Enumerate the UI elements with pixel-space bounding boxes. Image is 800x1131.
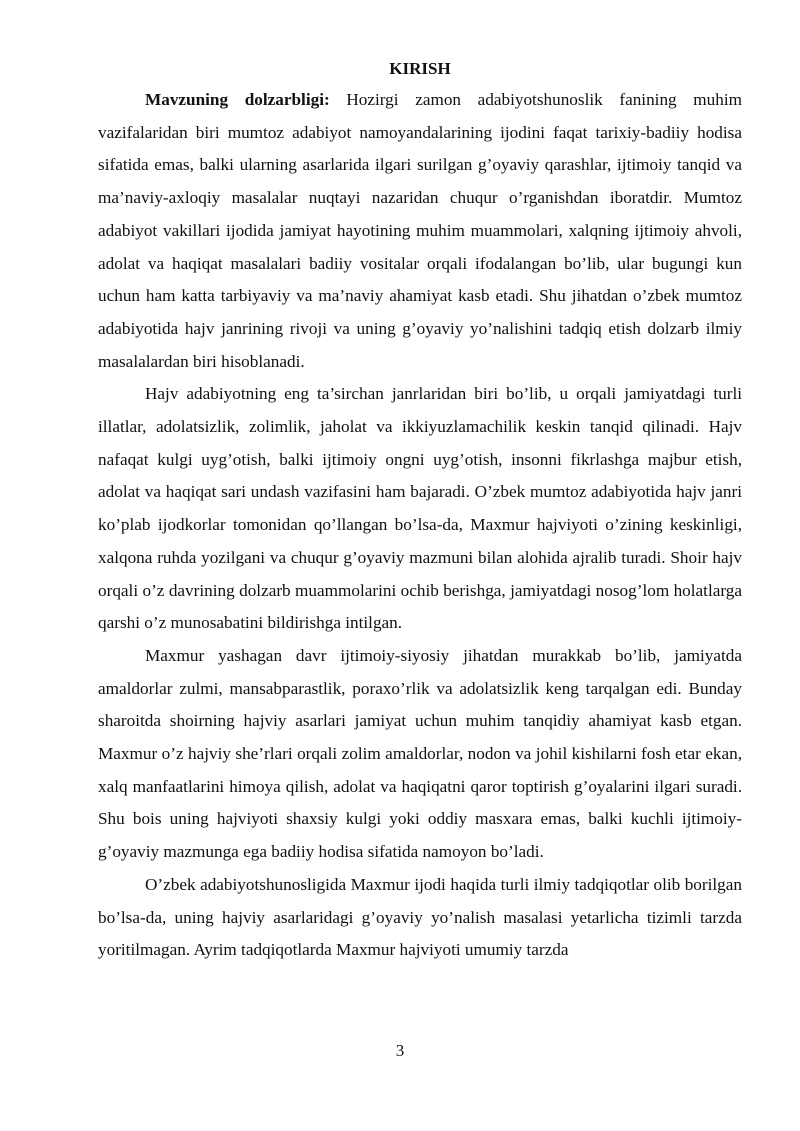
section-title: KIRISH — [389, 59, 451, 78]
document-body — [98, 58, 742, 967]
paragraph-text: Hozirgi zamon adabiyotshunoslik fanining muhim vazifalaridan biri mumtoz adabiyot namoyandalarining ijodini faqat tarixiy-badiiy hodisa sifatida emas, balki ularning asarlarida ilgari surilgan g’oyaviy qarashlar, ijtimoiy tanqid va ma’naviy-axloqiy masalalar nuqtayi nazaridan chuqur o’rganishdan iboratdir. Mumtoz adabiyot vakillari ijodida jamiyat hayotining muhim muammolari, xalqning ijtimoiy ahvoli, adolat va haqiqat masalalari badiiy vositalar orqali ifodalangan bo’lib, ular bugungi kun uchun ham katta tarbiyaviy va ma’naviy ahamiyat kasb etadi. Shu jihatdan o’zbek mumtoz adabiyotida hajv janrining rivoji va uning g’oyaviy yo’nalishini tadqiq etish dolzarb ilmiy masalalardan biri hisoblanadi. — [98, 90, 742, 371]
page-number: 3 — [395, 1041, 405, 1060]
paragraph-research-state — [98, 869, 742, 967]
paragraph-text: Maxmur yashagan davr ijtimoiy-siyosiy jihatdan murakkab bo’lib, jamiyatda amaldorlar zulmi, mansabparastlik, poraxo’rlik va adolatsizlik keng tarqalgan edi. Bunday sharoitda shoirning hajviy asarlari jamiyat uchun muhim tanqidiy ahamiyat kasb etgan. Maxmur o’z hajviy she’rlari orqali zolim amaldorlar, nodon va johil kishilarni fosh etar ekan, xalq manfaatlarini himoya qilish, adolat va haqiqatni qaror toptirish g’oyalarini ilgari suradi. Shu bois uning hajviyoti shaxsiy kulgi yoki oddiy masxara emas, balki kuchli ijtimoiy-g’oyaviy mazmunga ega badiiy hodisa sifatida namoyon bo’ladi. — [98, 645, 742, 862]
paragraph-text: Hajv adabiyotning eng ta’sirchan janrlaridan biri bo’lib, u orqali jamiyatdagi turli illatlar, adolatsizlik, zolimlik, jaholat va ikkiyuzlamachilik keskin tanqid qilinadi. Hajv nafaqat kulgi uyg’otish, balki ijtimoiy ongni uyg’otish, insonni fikrlashga majbur etish, adolat va haqiqat sari undash vazifasini ham bajaradi. O’zbek mumtoz adabiyotida hajv janri ko’plab ijodkorlar tomonidan qo’llangan bo’lsa-da, Maxmur hajviyoti o’zining keskinligi, xalqona ruhda yozilgani va chuqur g’oyaviy mazmuni bilan alohida ajralib turadi. Shoir hajv orqali o’z davrining dolzarb muammolarini ochib berishga, jamiyatdagi nosog’lom holatlarga qarshi o’z munosabatini bildirishga intilgan. — [98, 384, 742, 633]
paragraph-relevance — [98, 84, 742, 378]
paragraph-maxmur-era — [98, 640, 742, 869]
paragraph-lead: Mavzuning dolzarbligi: — [145, 90, 330, 109]
paragraph-text: O’zbek adabiyotshunosligida Maxmur ijodi haqida turli ilmiy tadqiqotlar olib borilgan bo’lsa-da, uning hajviy asarlaridagi g’oyaviy yo’nalish masalasi yetarlicha tizimli tarzda yoritilmagan. Ayrim tadqiqotlarda Maxmur hajviyoti umumiy tarzda — [98, 874, 742, 960]
paragraph-satire-genre — [98, 378, 742, 640]
